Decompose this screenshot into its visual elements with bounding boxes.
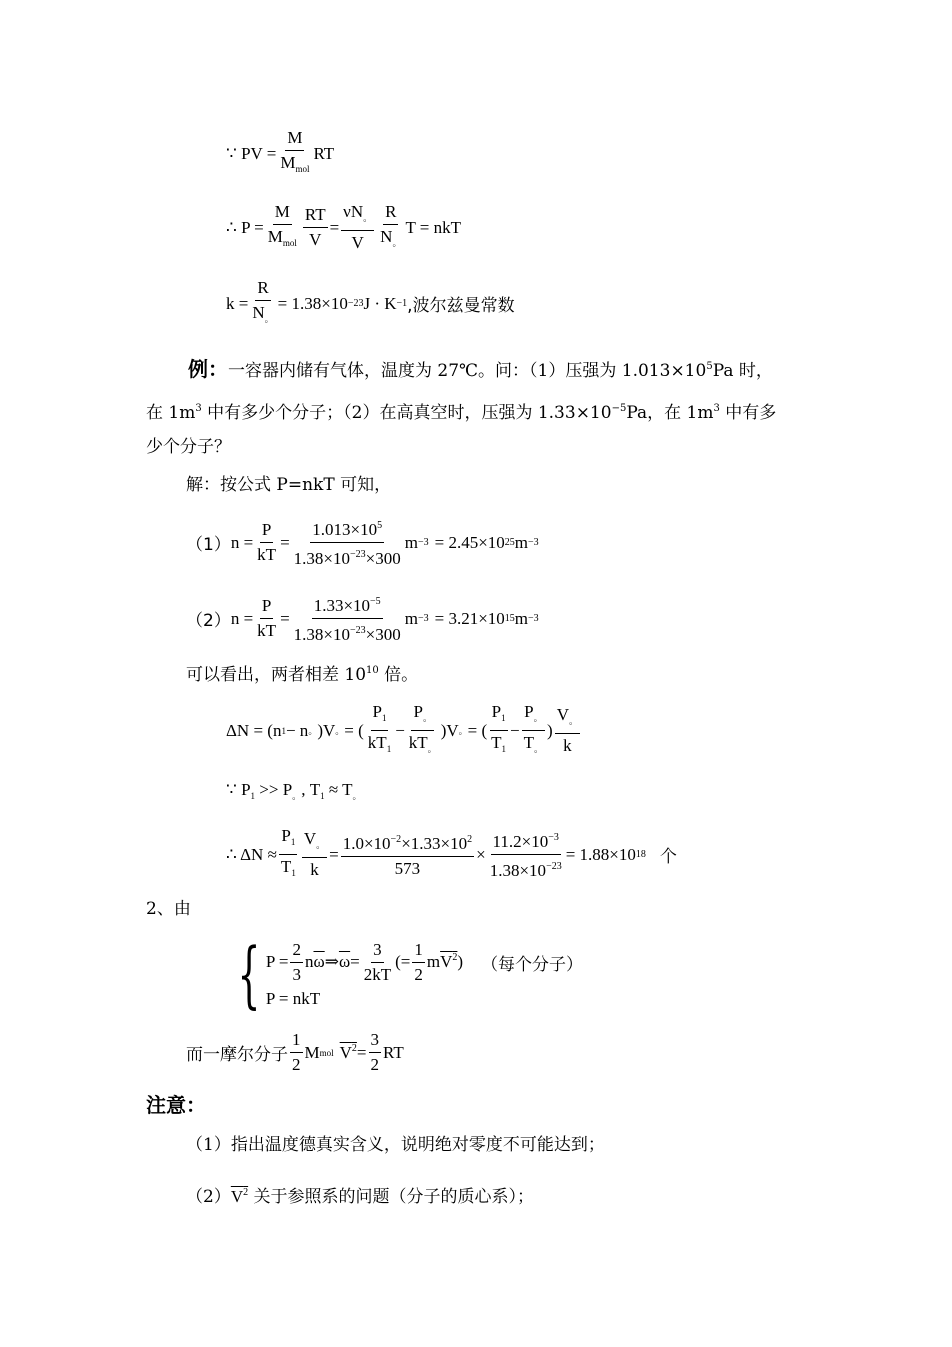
eq2-f3-num: νN	[343, 202, 364, 221]
eq2-rhs: T = nkT	[405, 217, 462, 237]
sys-r1-lhs: P =	[265, 952, 289, 971]
mole-m: M	[304, 1042, 320, 1062]
solution-line	[186, 474, 391, 496]
eq8-f1-den: T	[280, 857, 292, 876]
example-line-2	[146, 398, 776, 424]
eq8-f2-num-sub: 。	[316, 840, 326, 850]
eq8-rhs-sup: 18	[635, 849, 646, 860]
eq4-rhs-sup: 25	[504, 537, 515, 548]
eq6-f4-den: T	[523, 733, 535, 752]
sys-r1-h-num: 1	[412, 940, 425, 963]
example-text-2b: 中有多少个分子；（2）在高真空时，压强为 1.33×10	[201, 403, 612, 423]
eq6-f3-den-sub: 1	[501, 744, 507, 754]
equation-ideal-gas	[226, 128, 334, 179]
compare-end: 倍。	[378, 665, 419, 685]
eq5-unit: m	[404, 608, 418, 628]
eq5-f2-den: 1.38×10	[293, 625, 350, 644]
equation-mole	[186, 1030, 404, 1075]
eq4-frac1	[255, 520, 278, 565]
eq2-f2-num: RT	[303, 205, 328, 228]
eq6-minus2: −	[510, 720, 520, 740]
section-2-label	[146, 898, 191, 920]
mole-frac-3-2	[369, 1030, 382, 1075]
eq8-f4-den-sup: −23	[546, 861, 562, 872]
eq4-frac2	[292, 516, 403, 569]
eq2-f3-num-sub: 。	[363, 213, 373, 223]
note-2-sup: 2	[243, 1187, 249, 1198]
eq3-den-sub: 。	[264, 314, 274, 324]
eq2-f1-den-sub: mol	[282, 238, 297, 248]
eq6-f1-den-sub: 1	[386, 744, 392, 754]
eq5-f2-num: 1.33×10	[313, 596, 371, 615]
eq1-den: M	[280, 153, 296, 172]
eq8-f3-num-sup1: −2	[390, 834, 402, 845]
example-line-1	[188, 356, 773, 382]
mole-rt: RT	[383, 1042, 404, 1062]
eq6-f4-num: P	[524, 702, 534, 721]
eq3-num: R	[255, 278, 270, 301]
equation-boltzmann	[226, 278, 515, 329]
eq5-f2-den-end: ×300	[365, 625, 401, 644]
eq4-f1-num: P	[260, 520, 273, 543]
equation-delta-n	[226, 702, 582, 759]
eq8-f4-num-sup: −3	[548, 832, 559, 843]
eq6-eq: = (	[344, 720, 364, 740]
eq4-f2-den-end: ×300	[365, 549, 401, 568]
equation-condition	[226, 780, 362, 802]
eq3-lhs: k =	[226, 293, 249, 313]
sys-r1-eq: =	[350, 952, 360, 971]
eq5-f2-num-sup: −5	[370, 596, 381, 607]
sys-r1-omega: $\overline{\omega}$	[313, 952, 325, 971]
eq5-f2-den-sup: −23	[350, 625, 366, 636]
eq7-c-sub: 1	[320, 791, 325, 801]
eq6-f3-num-sub: 1	[501, 713, 506, 723]
note-2-text: 关于参照系的问题（分子的质心系）；	[248, 1187, 535, 1207]
equation-n2: （2） n = $\frac{P}{kT}$ = $\frac{1.33\times 10^{-5}}{1.38\times 10^{-23}\times 300}$ m −3 = 3.21×10 15 m −3	[186, 592, 539, 645]
sys-r1-close: )	[457, 952, 464, 971]
eq6-v-sub: 。	[458, 726, 468, 736]
eq6-f1-num-sub: 1	[381, 713, 387, 723]
eq6-f2-den: kT	[408, 733, 428, 752]
notes-title-text: 注意：	[146, 1093, 206, 1117]
eq7-c: , T	[301, 780, 321, 799]
eq8-f2-den: k	[310, 860, 319, 879]
sys-r1-v-sup: 2	[452, 952, 458, 963]
notes-title	[146, 1094, 206, 1118]
eq1-lhs: ∵ PV =	[226, 143, 277, 163]
eq8-frac1	[279, 826, 298, 883]
eq7-b: >> P	[255, 780, 293, 799]
sys-frac-3-2kt	[362, 940, 393, 985]
eq6-frac4	[522, 702, 545, 759]
eq1-fraction	[278, 128, 311, 179]
eq3-den: N	[252, 303, 265, 322]
mole-frac-half	[290, 1030, 303, 1075]
eq8-f4-den: 1.38×10	[489, 861, 547, 880]
eq6-mid: − n	[285, 720, 309, 740]
eq5-frac2	[292, 592, 403, 645]
eq4-f2-den: 1.38×10	[293, 549, 350, 568]
example-label: 例：	[188, 357, 228, 381]
eq2-lhs: ∴ P =	[226, 217, 264, 237]
eq7-d-sub: 。	[352, 791, 362, 801]
eq1-rhs: RT	[313, 143, 335, 163]
example-sup-1: 5	[706, 361, 713, 372]
eq6-f1-num: P	[372, 702, 382, 721]
eq6-close-sub: 。	[335, 726, 345, 736]
eq4-lhs: n =	[230, 532, 254, 552]
eq4-f1-den: kT	[257, 545, 277, 564]
eq6-f5-den: k	[563, 736, 572, 755]
sys-r1-omega2: $\overline{\omega}$	[338, 952, 351, 971]
eq8-f3-num-a: 1.0×10	[342, 834, 391, 853]
sys-r1-den: 3	[292, 964, 301, 984]
sys-r1-n: n	[304, 952, 314, 971]
mole-m-sub: mol	[319, 1047, 334, 1058]
eq6-f3-den: T	[491, 733, 502, 752]
eq7-b-sub: 。	[292, 791, 302, 801]
eq6-minus: −	[395, 720, 405, 740]
eq8-unit: 个	[659, 847, 677, 867]
eq4-label: （1）	[186, 535, 231, 555]
note-1	[186, 1134, 605, 1156]
eq6-f3-num: P	[491, 702, 502, 721]
eq6-lhs-sub: 1	[281, 725, 286, 736]
example-sup-2a: 3	[195, 403, 202, 414]
eq6-frac1	[366, 702, 393, 759]
mole-text: 而一摩尔分子	[186, 1045, 288, 1065]
eq1-den-sub: mol	[295, 164, 310, 174]
eq8-f4-num: 11.2×10	[492, 832, 549, 851]
equation-delta-n-result	[226, 826, 677, 883]
system-row-2: P = nkT	[265, 988, 321, 1008]
eq8-frac2	[302, 829, 327, 880]
example-text-1: 一容器内储有气体，温度为 27℃。问：（1）压强为 1.013×10	[228, 361, 707, 381]
eq2-f2-den: V	[309, 230, 322, 249]
eq5-unit-sup: −3	[417, 613, 429, 624]
eq8-times: ×	[476, 844, 486, 864]
sys-r1-f-den: 2kT	[363, 964, 392, 984]
sys-r1-h-den: 2	[414, 964, 423, 984]
eq5-rhs-unit: m	[514, 608, 529, 628]
system-brace: {	[237, 932, 261, 1016]
mole-v: V	[339, 1042, 352, 1062]
eq6-lhs: ΔN = (n	[226, 720, 282, 740]
eq5-label: （2）	[186, 611, 231, 631]
eq2-f4-den: N	[380, 227, 393, 246]
eq3-note: ,波尔兹曼常数	[407, 296, 515, 316]
eq8-f1-num-sub: 1	[290, 837, 296, 847]
example-sup-2c: 3	[713, 403, 720, 414]
eq5-rhs-sup: 15	[504, 613, 515, 624]
eq2-frac1	[266, 202, 299, 253]
eq8-frac3	[341, 830, 474, 879]
sys-r1-m: m	[426, 952, 441, 971]
eq6-f5-num-sub: 。	[569, 716, 579, 726]
compare-line	[186, 660, 418, 686]
eq3-fraction	[250, 278, 275, 329]
sys-r1-f-num: 3	[371, 940, 384, 963]
eq8-f3-den: 573	[394, 859, 421, 878]
note-2	[186, 1182, 534, 1208]
eq4-rhs-unit: m	[514, 532, 529, 552]
eq5-frac1	[255, 596, 278, 641]
eq6-close2: )	[547, 720, 553, 740]
example-text-3: 少个分子？	[146, 437, 231, 457]
eq3-unit: J · K	[363, 293, 397, 313]
eq4-rhs: = 2.45×10	[434, 532, 505, 552]
eq4-unit: m	[404, 532, 418, 552]
eq2-frac4	[378, 202, 403, 253]
eq8-frac4	[488, 828, 564, 881]
eq8-lhs: ∴ ΔN ≈	[226, 844, 277, 864]
mole-eq: =	[356, 1042, 367, 1062]
sys-r1-v: V	[440, 952, 453, 971]
eq6-close: )V	[317, 720, 336, 740]
eq8-f3-num-b: ×1.33×10	[401, 834, 468, 853]
eq6-eq2: = (	[467, 720, 488, 740]
eq8-f2-num: V	[303, 829, 317, 848]
eq8-f1-num: P	[281, 826, 291, 845]
sys-frac-half	[412, 940, 425, 985]
example-sup-2b: −5	[611, 403, 627, 414]
eq4-f2-den-sup: −23	[350, 549, 366, 560]
eq8-f3-num-sup2: 2	[467, 834, 473, 845]
note-2-v: V	[230, 1187, 244, 1206]
compare-sup: 10	[366, 665, 379, 676]
eq7-a: ∵ P	[226, 780, 251, 799]
sys-r1-paren: (=	[395, 952, 411, 971]
equation-n1: （1） n = $\frac{P}{kT}$ = $\frac{1.013\times 10^5}{1.38\times 10^{-23}\times 300}$ m −3 = 2.45×10 25 m −3	[186, 516, 539, 569]
eq5-lhs: n =	[230, 608, 254, 628]
eq6-f4-num-sub: 。	[533, 713, 543, 723]
eq2-equals: =	[329, 217, 340, 237]
eq8-eq: =	[329, 844, 339, 864]
eq5-f1-num: P	[260, 596, 273, 619]
section-2-text: 2、由	[146, 899, 191, 919]
system-row-1	[266, 940, 583, 985]
eq2-f4-num: R	[383, 202, 398, 225]
mole-r-den: 2	[370, 1055, 380, 1074]
eq8-rhs: = 1.88×10	[565, 844, 636, 864]
eq7-a-sub: 1	[250, 791, 256, 801]
eq4-f2-num: 1.013×10	[312, 520, 378, 539]
eq5-f1-den: kT	[257, 621, 277, 640]
eq2-f3-den: V	[351, 233, 364, 252]
eq4-unit-sup: −3	[417, 537, 429, 548]
eq3-exp: −23	[347, 298, 364, 309]
eq2-f1-den: M	[267, 227, 283, 246]
note-1-text: （1）指出温度德真实含义，说明绝对零度不可能达到；	[186, 1135, 605, 1155]
note-2-label: （2）	[186, 1187, 231, 1207]
eq6-frac5	[555, 705, 580, 756]
eq6-v: )V	[440, 720, 459, 740]
example-line-3	[146, 436, 231, 458]
eq5-rhs-unit-sup: −3	[528, 613, 539, 624]
eq4-rhs-unit-sup: −3	[528, 537, 539, 548]
sys-r1-num: 2	[290, 940, 303, 963]
example-text-1-end: Pa 时，	[712, 361, 773, 381]
sys-r1-arrow: ⇒	[324, 952, 339, 971]
eq3-rhs: = 1.38×10	[277, 293, 348, 313]
equation-system	[226, 932, 584, 1016]
sys-frac-two-thirds	[290, 940, 303, 985]
example-text-2c: Pa，在 1m	[626, 403, 714, 423]
eq2-frac2	[303, 205, 328, 250]
mole-r-num: 3	[369, 1030, 382, 1053]
eq3-unit-exp: −1	[396, 298, 408, 309]
eq2-f1-num: M	[273, 202, 292, 225]
eq6-f5-num: V	[556, 705, 569, 724]
eq4-f2-num-sup: 5	[377, 520, 383, 531]
eq5-rhs: = 3.21×10	[434, 608, 505, 628]
compare-text: 可以看出，两者相差 10	[186, 665, 367, 685]
eq6-f2-num-sub: 。	[422, 713, 432, 723]
mole-v-sup: 2	[351, 1042, 357, 1054]
eq6-mid-sub: 。	[308, 726, 318, 736]
mole-h-num: 1	[290, 1030, 303, 1053]
mole-h-den: 2	[292, 1055, 301, 1074]
solution-text: 解：按公式 P=nkT 可知，	[186, 475, 392, 495]
system-rows	[266, 940, 583, 1009]
eq1-num: M	[285, 128, 304, 151]
eq2-frac3	[341, 202, 374, 253]
equation-pressure	[226, 202, 461, 253]
sys-r1-note: （每个分子）	[481, 954, 584, 975]
eq6-f4-den-sub: 。	[534, 744, 544, 754]
eq8-f1-den-sub: 1	[291, 868, 296, 878]
eq6-f2-num: P	[413, 702, 423, 721]
eq6-f1-den: kT	[367, 733, 387, 752]
eq6-f2-den-sub: 。	[427, 744, 437, 754]
eq6-frac3	[489, 702, 508, 759]
eq7-d: ≈ T	[324, 780, 353, 799]
eq2-f4-den-sub: 。	[392, 238, 402, 248]
eq6-frac2	[407, 702, 439, 759]
example-text-2a: 在 1m	[146, 403, 196, 423]
example-text-2d: 中有多	[719, 403, 777, 423]
